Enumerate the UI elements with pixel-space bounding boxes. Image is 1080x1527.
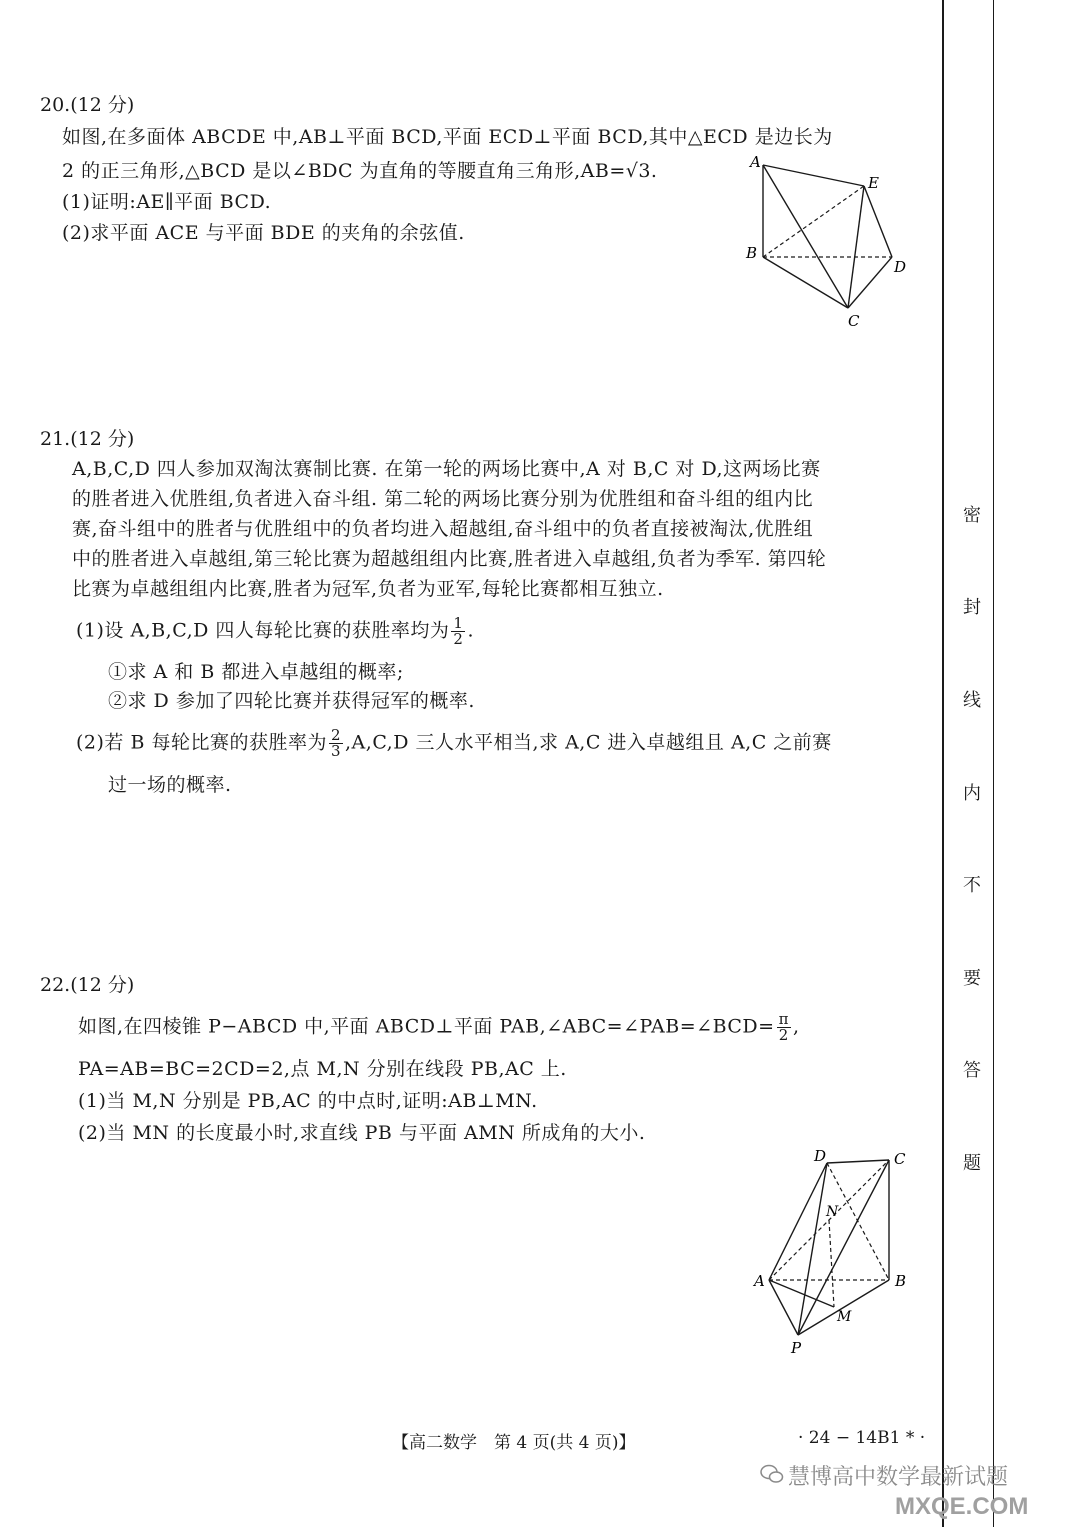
edge-dc (827, 1160, 889, 1163)
q21-part-2: (2)若 B 每轮比赛的获胜率为 $\frac{2}{3}$ ,A,C,D 三人水平相当,求 A,C 进入卓越组且 A,C 之前赛 (76, 726, 832, 760)
fraction-one-half: $\frac{1}{2}$ (453, 614, 464, 648)
q22-line-1: 如图,在四棱锥 P−ABCD 中,平面 ABCD⊥平面 PAB,∠ABC=∠PAB=∠BCD= $\frac{\pi}{2}$ , (78, 1010, 800, 1044)
q21-line-5: 比赛为卓越组组内比赛,胜者为冠军,负者为亚军,每轮比赛都相互独立. (72, 578, 664, 600)
q21-sub-2: ②求 D 参加了四轮比赛并获得冠军的概率. (108, 690, 475, 712)
label-m: M (837, 1309, 852, 1325)
label-d: D (814, 1147, 827, 1165)
q21-line-2: 的胜者进入优胜组,负者进入奋斗组. 第二轮的两场比赛分别为优胜组和奋斗组的组内比 (72, 488, 814, 510)
label-a: A (754, 1272, 765, 1290)
seal-char-3: 线 (963, 690, 981, 711)
q21-line-1: A,B,C,D 四人参加双淘汰赛制比赛. 在第一轮的两场比赛中,A 对 B,C 对 D,这两场比赛 (72, 458, 821, 480)
seal-char-6: 要 (963, 968, 981, 989)
label-a: A (750, 153, 761, 171)
q21-sub-1: ①求 A 和 B 都进入卓越组的概率; (108, 661, 404, 683)
label-e: E (868, 174, 879, 192)
q22-number: 22.(12 分) (40, 974, 135, 996)
q20-part-2: (2)求平面 ACE 与平面 BDE 的夹角的余弦值. (62, 222, 465, 244)
edge-da (769, 1163, 827, 1280)
q21-number: 21.(12 分) (40, 428, 135, 450)
seal-char-2: 封 (963, 597, 981, 618)
q22-line-2: PA=AB=BC=2CD=2,点 M,N 分别在线段 PB,AC 上. (78, 1058, 567, 1080)
watermark-text: 慧博高中数学最新试题 (788, 1465, 1009, 1490)
label-c: C (848, 312, 860, 330)
q21-part-2-text: (2)若 B 每轮比赛的获胜率为 (76, 731, 327, 754)
seal-char-1: 密 (963, 505, 981, 526)
edge-be-hidden (763, 186, 864, 257)
watermark-site: MXQE.COM (895, 1493, 1029, 1520)
edge-ae (763, 165, 864, 186)
label-c: C (894, 1150, 906, 1168)
q20-polyhedron-figure (740, 150, 920, 330)
q21-line-3: 赛,奋斗组中的胜者与优胜组中的负者均进入超越组,奋斗组中的负者直接被淘汰,优胜组 (72, 518, 814, 540)
q22-part-1: (1)当 M,N 分别是 PB,AC 的中点时,证明:AB⊥MN. (78, 1090, 538, 1112)
label-d: D (894, 258, 907, 276)
label-b: B (746, 244, 758, 262)
fraction-two-thirds: $\frac{2}{3}$ (330, 726, 342, 760)
seal-line-right (993, 0, 994, 1527)
q22-line-1-text: 如图,在四棱锥 P−ABCD 中,平面 ABCD⊥平面 PAB,∠ABC=∠PAB=∠BCD= (78, 1015, 775, 1038)
fraction-pi-over-two: $\frac{\pi}{2}$ (778, 1010, 789, 1044)
edge-cd (848, 257, 892, 308)
edge-dp (798, 1163, 827, 1335)
edge-ac (763, 165, 848, 308)
q20-part-1: (1)证明:AE∥平面 BCD. (62, 191, 272, 213)
edge-ec (848, 186, 864, 308)
wechat-icon (760, 1463, 784, 1485)
footer-page-label: 【高二数学 第 4 页(共 4 页)】 (392, 1433, 636, 1453)
q20-number: 20.(12 分) (40, 94, 135, 116)
label-b: B (895, 1272, 907, 1290)
q20-line-1: 如图,在多面体 ABCDE 中,AB⊥平面 BCD,平面 ECD⊥平面 BCD,其中△ECD 是边长为 (62, 126, 833, 148)
footer-exam-code: · 24 − 14B1 * · (798, 1428, 926, 1448)
segment-nm-hidden (829, 1220, 834, 1307)
q22-pyramid-figure (748, 1140, 918, 1360)
seal-char-4: 内 (963, 783, 981, 804)
label-p: P (791, 1339, 802, 1357)
q21-part-1-text: (1)设 A,B,C,D 四人每轮比赛的获胜率均为 (76, 619, 450, 642)
label-n: N (826, 1204, 839, 1220)
q20-line-2: 2 的正三角形,△BCD 是以∠BDC 为直角的等腰直角三角形,AB=√3. (62, 160, 658, 182)
seal-line-left (942, 0, 944, 1527)
seal-char-7: 答 (963, 1060, 981, 1081)
seal-char-8: 题 (963, 1153, 981, 1174)
q21-part-1: (1)设 A,B,C,D 四人每轮比赛的获胜率均为 $\frac{1}{2}$ . (76, 614, 474, 648)
edge-ed (864, 186, 892, 257)
edge-bc (763, 257, 848, 308)
q21-part-2-line-2: 过一场的概率. (108, 774, 232, 796)
q22-part-2: (2)当 MN 的长度最小时,求直线 PB 与平面 AMN 所成角的大小. (78, 1122, 646, 1144)
seal-char-5: 不 (963, 875, 981, 896)
edge-ap (769, 1280, 798, 1335)
q21-line-4: 中的胜者进入卓越组,第三轮比赛为超越组组内比赛,胜者进入卓越组,负者为季军. 第四轮 (72, 548, 827, 570)
